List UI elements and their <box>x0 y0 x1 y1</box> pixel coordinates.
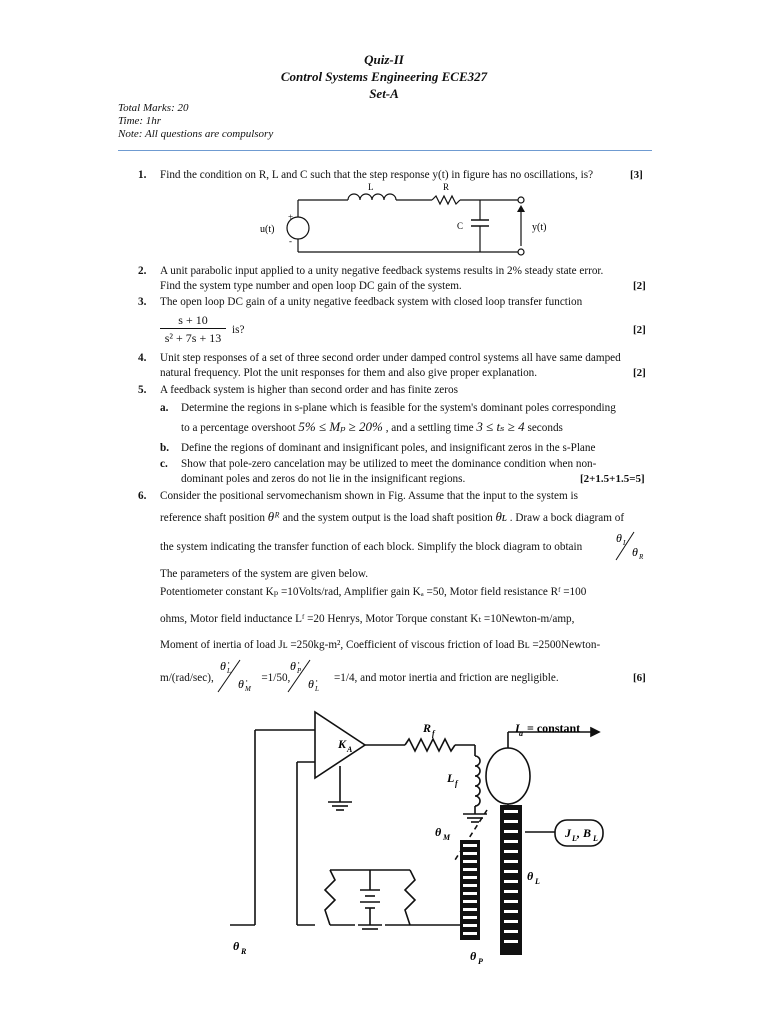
q6-param2: ohms, Motor field inductance Lᶠ =20 Henrys, Motor Torque constant Kₜ =10Newton-m/amp, <box>160 613 575 625</box>
svg-text:θ: θ <box>616 531 622 545</box>
q5-marks: [2+1.5+1.5=5] <box>580 473 645 485</box>
q5a-mid: , and a settling time <box>385 422 474 434</box>
q2-line1: A unit parabolic input applied to a unity negative feedback systems results in 2% steady state error. <box>160 265 604 277</box>
svg-text:L: L <box>572 834 577 843</box>
input-label: u(t) <box>260 224 275 235</box>
total-marks: Total Marks: 20 <box>118 102 189 114</box>
fig-rf-label: R <box>423 721 432 735</box>
q2-line2: Find the system type number and open loop DC gain of the system. <box>160 280 462 292</box>
q5a-label: a. <box>160 402 169 414</box>
svg-text:L: L <box>315 685 319 693</box>
q6-param1: Potentiometer constant Kₚ =10Volts/rad, Amplifier gain Kₐ =50, Motor field resistance Rᶠ =100 <box>160 586 587 598</box>
svg-text:M: M <box>245 685 251 693</box>
fig-theta-p-label: θ <box>470 949 477 963</box>
rlc-circuit-figure <box>250 180 570 260</box>
q5-number: 5. <box>138 384 147 396</box>
svg-text:θ̇: θ̇ <box>308 677 314 691</box>
servomechanism-figure <box>225 710 625 970</box>
set-title: Set-A <box>369 86 399 101</box>
svg-text:a: a <box>519 729 523 738</box>
q5c-line2: dominant poles and zeros do not lie in the insignificant regions. <box>181 473 466 485</box>
q4-marks: [2] <box>633 367 646 379</box>
fig-load-label: J <box>565 826 571 840</box>
q5-text: A feedback system is higher than second order and has finite zeros <box>160 384 458 396</box>
note: Note: All questions are compulsory <box>118 128 274 140</box>
svg-text:P: P <box>478 957 483 966</box>
time-limit: Time: 1hr <box>118 115 162 127</box>
svg-text:R: R <box>241 947 247 956</box>
q5c-line1: Show that pole-zero cancelation may be utilized to meet the dominance condition when non- <box>181 458 597 470</box>
capacitor-label: C <box>457 221 464 231</box>
q6-line1: Consider the positional servomechanism shown in Fig. Assume that the input to the system is <box>160 490 578 502</box>
q6-ratio1: =1/50, <box>261 672 291 684</box>
fig-lf-label: L <box>447 771 455 785</box>
q6-number: 6. <box>138 490 147 502</box>
q5a-post: seconds <box>527 422 563 434</box>
fig-theta-l-label: θ <box>527 869 534 883</box>
resistor-label: R <box>443 182 450 192</box>
q3-number: 3. <box>138 296 147 308</box>
q6-param3: Moment of inertia of load Jʟ =250kg-m², Coefficient of viscous friction of load Bʟ =2500Newton- <box>160 639 601 651</box>
q6-theta-l: θʟ <box>495 509 507 524</box>
inductor-label: L <box>368 182 374 192</box>
source-minus: - <box>289 236 292 246</box>
q6-line2 <box>160 510 624 525</box>
svg-text:θ̇: θ̇ <box>220 659 226 673</box>
q6-line2-mid: and the system output is the load shaft position <box>282 512 493 524</box>
q5a-line2 <box>181 420 563 435</box>
q1-marks: [3] <box>630 169 643 181</box>
q6-param4-pre: m/(rad/sec), <box>160 672 214 684</box>
q3-text: The open loop DC gain of a unity negative feedback system with closed loop transfer function <box>160 296 583 308</box>
q6-line2-pre: reference shaft position <box>160 512 265 524</box>
q4-number: 4. <box>138 352 147 364</box>
svg-text:f: f <box>432 729 435 738</box>
fig-theta-r-label: θ <box>233 939 240 953</box>
output-label: y(t) <box>532 222 547 233</box>
q6-marks: [6] <box>633 672 646 684</box>
q3-marks: [2] <box>633 324 646 336</box>
svg-text:θ̇: θ̇ <box>290 659 296 673</box>
theta-dot-ratio-icon-2 <box>284 656 328 696</box>
q5b-label: b. <box>160 442 170 454</box>
fig-ia-label: I <box>515 721 520 735</box>
q1-number: 1. <box>138 169 147 181</box>
quiz-title: Quiz-II <box>364 52 404 67</box>
svg-text:L: L <box>535 877 540 886</box>
source-plus: + <box>288 212 294 222</box>
q5a-overshoot-math: 5% ≤ Mₚ ≥ 20% <box>298 419 383 434</box>
q5a-settling-math: 3 ≤ tₛ ≥ 4 <box>476 419 525 434</box>
q5a-pre: to a percentage overshoot <box>181 422 296 434</box>
q2-number: 2. <box>138 265 147 277</box>
q1-text: Find the condition on R, L and C such that the step response y(t) in figure has no oscillations, is? <box>160 169 594 181</box>
q2-marks: [2] <box>633 280 646 292</box>
svg-text:L: L <box>593 834 598 843</box>
q3-denominator: s² + 7s + 13 <box>164 331 222 345</box>
svg-text:M: M <box>443 833 451 842</box>
svg-text:L: L <box>623 539 627 547</box>
q3-suffix: is? <box>232 324 245 336</box>
theta-ratio-icon <box>612 528 652 564</box>
q5c-label: c. <box>160 458 168 470</box>
q6-ratio2: =1/4, and motor inertia and friction are negligible. <box>333 672 559 684</box>
header-divider <box>118 150 652 151</box>
q4-line1: Unit step responses of a set of three second order under damped control systems all have same damped <box>160 352 621 364</box>
fig-ia-text: = constant <box>527 721 581 735</box>
q5b-text: Define the regions of dominant and insignificant poles, and insignificant zeros in the s-Plane <box>181 442 596 454</box>
q6-theta-r: θᴿ <box>267 509 280 524</box>
q4-line2: natural frequency. Plot the unit responses for them and also give proper explanation. <box>160 367 538 379</box>
svg-text:θ: θ <box>632 545 638 559</box>
q5a-line1: Determine the regions in s-plane which is feasible for the system's dominant poles corresponding <box>181 402 616 414</box>
q6-line2-post: . Draw a bock diagram of <box>509 512 625 524</box>
theta-dot-ratio-icon <box>214 656 258 696</box>
fig-theta-m-label: θ <box>435 825 442 839</box>
svg-text:, B: , B <box>577 826 592 840</box>
svg-text:P: P <box>297 667 302 675</box>
q6-line4: The parameters of the system are given below. <box>160 568 369 580</box>
svg-text:A: A <box>347 745 353 754</box>
course-title: Control Systems Engineering ECE327 <box>280 69 488 84</box>
svg-text:f: f <box>455 779 458 788</box>
svg-text:R: R <box>639 553 644 561</box>
fig-ka-label: K <box>338 737 347 751</box>
svg-text:θ̇: θ̇ <box>238 677 244 691</box>
svg-text:L: L <box>227 667 231 675</box>
q6-line3: the system indicating the transfer function of each block. Simplify the block diagram to obtain <box>160 541 583 553</box>
q3-numerator: s + 10 <box>160 313 226 329</box>
